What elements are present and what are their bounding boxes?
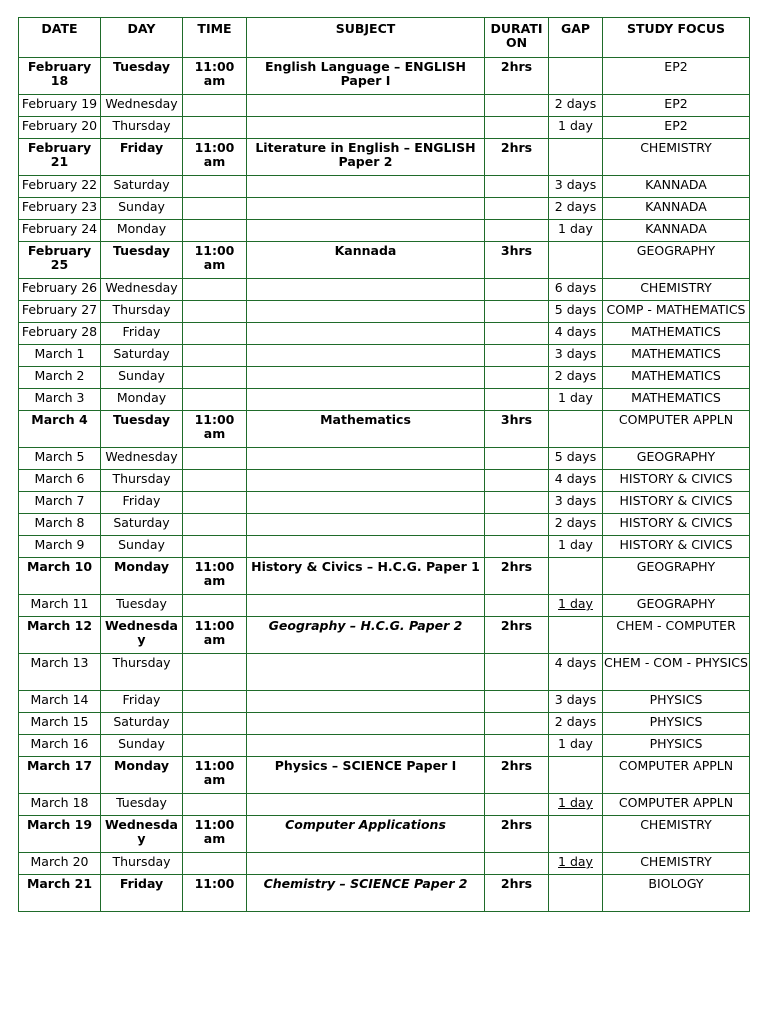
subject-cell	[247, 279, 485, 301]
gap-cell: 1 day	[549, 536, 603, 558]
date-cell: February 24	[19, 220, 101, 242]
gap-cell	[549, 875, 603, 912]
subject-cell	[247, 691, 485, 713]
day-cell: Wednesday	[101, 816, 183, 853]
day-cell: Saturday	[101, 176, 183, 198]
study-row	[19, 536, 750, 558]
duration-cell: 2hrs	[485, 558, 549, 595]
date-cell: March 18	[19, 794, 101, 816]
duration-cell	[485, 198, 549, 220]
day-cell: Monday	[101, 220, 183, 242]
study-focus-cell: MATHEMATICS	[603, 389, 750, 411]
exam-row	[19, 875, 750, 912]
time-cell	[183, 735, 247, 757]
day-cell: Tuesday	[101, 58, 183, 95]
subject-cell	[247, 713, 485, 735]
time-cell: 11:00 am	[183, 139, 247, 176]
duration-cell	[485, 279, 549, 301]
time-cell	[183, 367, 247, 389]
duration-cell: 2hrs	[485, 617, 549, 654]
gap-text: 1 day	[558, 854, 593, 869]
subject-cell	[247, 345, 485, 367]
time-cell	[183, 492, 247, 514]
study-focus-cell: MATHEMATICS	[603, 367, 750, 389]
date-cell: March 20	[19, 853, 101, 875]
duration-cell	[485, 794, 549, 816]
header-gap: GAP	[549, 18, 603, 58]
date-cell: February 26	[19, 279, 101, 301]
day-cell: Saturday	[101, 514, 183, 536]
date-cell: February 20	[19, 117, 101, 139]
date-cell: March 9	[19, 536, 101, 558]
date-cell: March 21	[19, 875, 101, 912]
header-duration: DURATI ON	[485, 18, 549, 58]
subject-cell: Physics – SCIENCE Paper I	[247, 757, 485, 794]
day-cell: Tuesday	[101, 242, 183, 279]
study-row	[19, 323, 750, 345]
exam-row	[19, 558, 750, 595]
header-row	[19, 18, 750, 58]
gap-cell	[549, 794, 603, 816]
exam-row	[19, 816, 750, 853]
duration-cell	[485, 713, 549, 735]
subject-cell	[247, 198, 485, 220]
gap-text: 1 day	[558, 596, 593, 611]
header-date: DATE	[19, 18, 101, 58]
gap-cell: 2 days	[549, 95, 603, 117]
duration-cell	[485, 301, 549, 323]
gap-cell	[549, 242, 603, 279]
time-cell	[183, 595, 247, 617]
study-focus-cell: PHYSICS	[603, 713, 750, 735]
study-focus-cell: CHEM - COMPUTER	[603, 617, 750, 654]
study-row	[19, 713, 750, 735]
subject-cell: Literature in English – ENGLISH Paper 2	[247, 139, 485, 176]
study-focus-cell: CHEMISTRY	[603, 279, 750, 301]
gap-cell	[549, 411, 603, 448]
gap-cell	[549, 595, 603, 617]
subject-cell	[247, 389, 485, 411]
day-cell: Thursday	[101, 654, 183, 691]
study-focus-cell: MATHEMATICS	[603, 345, 750, 367]
date-cell: March 13	[19, 654, 101, 691]
duration-cell	[485, 220, 549, 242]
study-focus-cell: BIOLOGY	[603, 875, 750, 912]
time-cell: 11:00 am	[183, 816, 247, 853]
date-cell: March 6	[19, 470, 101, 492]
date-cell: February 18	[19, 58, 101, 95]
time-cell	[183, 279, 247, 301]
date-cell: March 3	[19, 389, 101, 411]
study-focus-cell: CHEMISTRY	[603, 853, 750, 875]
day-cell: Friday	[101, 492, 183, 514]
day-cell: Tuesday	[101, 794, 183, 816]
study-focus-cell: COMPUTER APPLN	[603, 757, 750, 794]
study-row	[19, 492, 750, 514]
study-focus-cell: CHEM - COM - PHYSICS	[603, 654, 750, 691]
gap-cell	[549, 816, 603, 853]
day-cell: Monday	[101, 389, 183, 411]
duration-cell	[485, 595, 549, 617]
exam-row	[19, 139, 750, 176]
gap-cell	[549, 757, 603, 794]
study-focus-cell: MATHEMATICS	[603, 323, 750, 345]
subject-cell	[247, 367, 485, 389]
duration-cell	[485, 345, 549, 367]
time-cell: 11:00 am	[183, 58, 247, 95]
subject-cell	[247, 536, 485, 558]
study-focus-cell: GEOGRAPHY	[603, 448, 750, 470]
study-row	[19, 176, 750, 198]
date-cell: March 7	[19, 492, 101, 514]
time-cell	[183, 713, 247, 735]
time-cell	[183, 448, 247, 470]
gap-cell: 1 day	[549, 389, 603, 411]
gap-cell: 1 day	[549, 735, 603, 757]
duration-cell	[485, 514, 549, 536]
duration-cell	[485, 95, 549, 117]
study-focus-cell: HISTORY & CIVICS	[603, 470, 750, 492]
duration-cell	[485, 691, 549, 713]
study-row	[19, 595, 750, 617]
gap-cell: 3 days	[549, 176, 603, 198]
time-cell: 11:00	[183, 875, 247, 912]
day-cell: Thursday	[101, 117, 183, 139]
study-focus-cell: GEOGRAPHY	[603, 558, 750, 595]
duration-cell	[485, 323, 549, 345]
day-cell: Saturday	[101, 713, 183, 735]
duration-cell	[485, 470, 549, 492]
study-row	[19, 794, 750, 816]
time-cell	[183, 654, 247, 691]
day-cell: Monday	[101, 757, 183, 794]
schedule-body	[19, 58, 750, 912]
date-cell: February 19	[19, 95, 101, 117]
study-row	[19, 367, 750, 389]
gap-cell: 2 days	[549, 713, 603, 735]
gap-cell	[549, 853, 603, 875]
duration-cell	[485, 735, 549, 757]
gap-cell: 6 days	[549, 279, 603, 301]
gap-cell: 5 days	[549, 301, 603, 323]
header-day: DAY	[101, 18, 183, 58]
time-cell	[183, 514, 247, 536]
gap-cell: 3 days	[549, 492, 603, 514]
subject-cell	[247, 95, 485, 117]
subject-cell: Kannada	[247, 242, 485, 279]
gap-cell: 2 days	[549, 367, 603, 389]
study-focus-cell: PHYSICS	[603, 735, 750, 757]
subject-cell	[247, 492, 485, 514]
subject-cell	[247, 853, 485, 875]
subject-cell	[247, 735, 485, 757]
study-focus-cell: HISTORY & CIVICS	[603, 514, 750, 536]
day-cell: Wednesday	[101, 448, 183, 470]
study-focus-cell: HISTORY & CIVICS	[603, 536, 750, 558]
time-cell: 11:00 am	[183, 242, 247, 279]
study-focus-cell: COMP - MATHEMATICS	[603, 301, 750, 323]
subject-cell: History & Civics – H.C.G. Paper 1	[247, 558, 485, 595]
subject-cell: Geography – H.C.G. Paper 2	[247, 617, 485, 654]
time-cell: 11:00 am	[183, 617, 247, 654]
study-row	[19, 345, 750, 367]
date-cell: March 17	[19, 757, 101, 794]
time-cell	[183, 389, 247, 411]
date-cell: March 19	[19, 816, 101, 853]
study-focus-cell: KANNADA	[603, 198, 750, 220]
time-cell	[183, 536, 247, 558]
study-focus-cell: EP2	[603, 58, 750, 95]
day-cell: Tuesday	[101, 411, 183, 448]
date-cell: February 27	[19, 301, 101, 323]
gap-cell	[549, 558, 603, 595]
study-focus-cell: PHYSICS	[603, 691, 750, 713]
duration-cell	[485, 117, 549, 139]
study-focus-cell: KANNADA	[603, 176, 750, 198]
time-cell	[183, 470, 247, 492]
day-cell: Friday	[101, 691, 183, 713]
duration-cell	[485, 176, 549, 198]
study-focus-cell: KANNADA	[603, 220, 750, 242]
subject-cell	[247, 220, 485, 242]
gap-cell: 4 days	[549, 323, 603, 345]
gap-cell: 4 days	[549, 654, 603, 691]
study-row	[19, 470, 750, 492]
gap-cell: 1 day	[549, 220, 603, 242]
duration-cell: 3hrs	[485, 411, 549, 448]
study-row	[19, 853, 750, 875]
duration-cell: 2hrs	[485, 58, 549, 95]
date-cell: February 23	[19, 198, 101, 220]
duration-cell	[485, 448, 549, 470]
study-focus-cell: HISTORY & CIVICS	[603, 492, 750, 514]
time-cell	[183, 691, 247, 713]
subject-cell: Computer Applications	[247, 816, 485, 853]
date-cell: March 12	[19, 617, 101, 654]
date-cell: March 11	[19, 595, 101, 617]
study-focus-cell: EP2	[603, 117, 750, 139]
duration-cell: 2hrs	[485, 875, 549, 912]
study-focus-cell: GEOGRAPHY	[603, 595, 750, 617]
header-study-focus: STUDY FOCUS	[603, 18, 750, 58]
exam-row	[19, 242, 750, 279]
study-row	[19, 654, 750, 691]
study-row	[19, 198, 750, 220]
date-cell: March 16	[19, 735, 101, 757]
time-cell	[183, 220, 247, 242]
exam-schedule-table	[18, 17, 750, 912]
gap-cell: 2 days	[549, 198, 603, 220]
study-row	[19, 389, 750, 411]
gap-cell: 5 days	[549, 448, 603, 470]
time-cell: 11:00 am	[183, 558, 247, 595]
duration-cell	[485, 389, 549, 411]
time-cell: 11:00 am	[183, 757, 247, 794]
subject-cell: Chemistry – SCIENCE Paper 2	[247, 875, 485, 912]
study-row	[19, 514, 750, 536]
duration-cell: 2hrs	[485, 139, 549, 176]
time-cell	[183, 176, 247, 198]
study-row	[19, 95, 750, 117]
day-cell: Thursday	[101, 470, 183, 492]
study-focus-cell: CHEMISTRY	[603, 816, 750, 853]
study-focus-cell: CHEMISTRY	[603, 139, 750, 176]
study-row	[19, 220, 750, 242]
gap-cell: 1 day	[549, 117, 603, 139]
study-row	[19, 117, 750, 139]
study-focus-cell: COMPUTER APPLN	[603, 411, 750, 448]
day-cell: Tuesday	[101, 595, 183, 617]
header-time: TIME	[183, 18, 247, 58]
gap-cell: 3 days	[549, 691, 603, 713]
time-cell	[183, 301, 247, 323]
time-cell	[183, 853, 247, 875]
date-cell: March 5	[19, 448, 101, 470]
study-row	[19, 735, 750, 757]
duration-cell	[485, 536, 549, 558]
time-cell	[183, 117, 247, 139]
day-cell: Wednesday	[101, 95, 183, 117]
duration-cell: 2hrs	[485, 816, 549, 853]
day-cell: Friday	[101, 323, 183, 345]
subject-cell	[247, 595, 485, 617]
duration-cell: 2hrs	[485, 757, 549, 794]
study-row	[19, 301, 750, 323]
day-cell: Friday	[101, 139, 183, 176]
gap-cell	[549, 139, 603, 176]
day-cell: Thursday	[101, 853, 183, 875]
subject-cell	[247, 470, 485, 492]
time-cell	[183, 323, 247, 345]
subject-cell	[247, 323, 485, 345]
time-cell	[183, 345, 247, 367]
subject-cell	[247, 117, 485, 139]
exam-row	[19, 757, 750, 794]
gap-cell	[549, 58, 603, 95]
gap-cell: 4 days	[549, 470, 603, 492]
date-cell: March 4	[19, 411, 101, 448]
day-cell: Sunday	[101, 735, 183, 757]
day-cell: Wednesday	[101, 279, 183, 301]
date-cell: March 14	[19, 691, 101, 713]
study-row	[19, 279, 750, 301]
date-cell: February 21	[19, 139, 101, 176]
day-cell: Friday	[101, 875, 183, 912]
exam-row	[19, 58, 750, 95]
exam-row	[19, 411, 750, 448]
day-cell: Sunday	[101, 536, 183, 558]
day-cell: Sunday	[101, 367, 183, 389]
day-cell: Sunday	[101, 198, 183, 220]
gap-cell: 2 days	[549, 514, 603, 536]
day-cell: Monday	[101, 558, 183, 595]
study-row	[19, 448, 750, 470]
duration-cell	[485, 367, 549, 389]
gap-cell: 3 days	[549, 345, 603, 367]
gap-text: 1 day	[558, 795, 593, 810]
date-cell: March 2	[19, 367, 101, 389]
gap-cell	[549, 617, 603, 654]
subject-cell	[247, 301, 485, 323]
day-cell: Wednesday	[101, 617, 183, 654]
day-cell: Saturday	[101, 345, 183, 367]
study-focus-cell: GEOGRAPHY	[603, 242, 750, 279]
exam-row	[19, 617, 750, 654]
date-cell: February 28	[19, 323, 101, 345]
subject-cell	[247, 448, 485, 470]
date-cell: March 8	[19, 514, 101, 536]
day-cell: Thursday	[101, 301, 183, 323]
subject-cell	[247, 514, 485, 536]
header-subject: SUBJECT	[247, 18, 485, 58]
time-cell	[183, 794, 247, 816]
subject-cell: Mathematics	[247, 411, 485, 448]
date-cell: February 25	[19, 242, 101, 279]
date-cell: March 10	[19, 558, 101, 595]
time-cell	[183, 95, 247, 117]
study-focus-cell: EP2	[603, 95, 750, 117]
study-focus-cell: COMPUTER APPLN	[603, 794, 750, 816]
subject-cell	[247, 654, 485, 691]
duration-cell	[485, 654, 549, 691]
subject-cell: English Language – ENGLISH Paper I	[247, 58, 485, 95]
date-cell: March 15	[19, 713, 101, 735]
duration-cell	[485, 492, 549, 514]
duration-cell	[485, 853, 549, 875]
duration-cell: 3hrs	[485, 242, 549, 279]
date-cell: February 22	[19, 176, 101, 198]
time-cell	[183, 198, 247, 220]
study-row	[19, 691, 750, 713]
date-cell: March 1	[19, 345, 101, 367]
subject-cell	[247, 794, 485, 816]
subject-cell	[247, 176, 485, 198]
time-cell: 11:00 am	[183, 411, 247, 448]
